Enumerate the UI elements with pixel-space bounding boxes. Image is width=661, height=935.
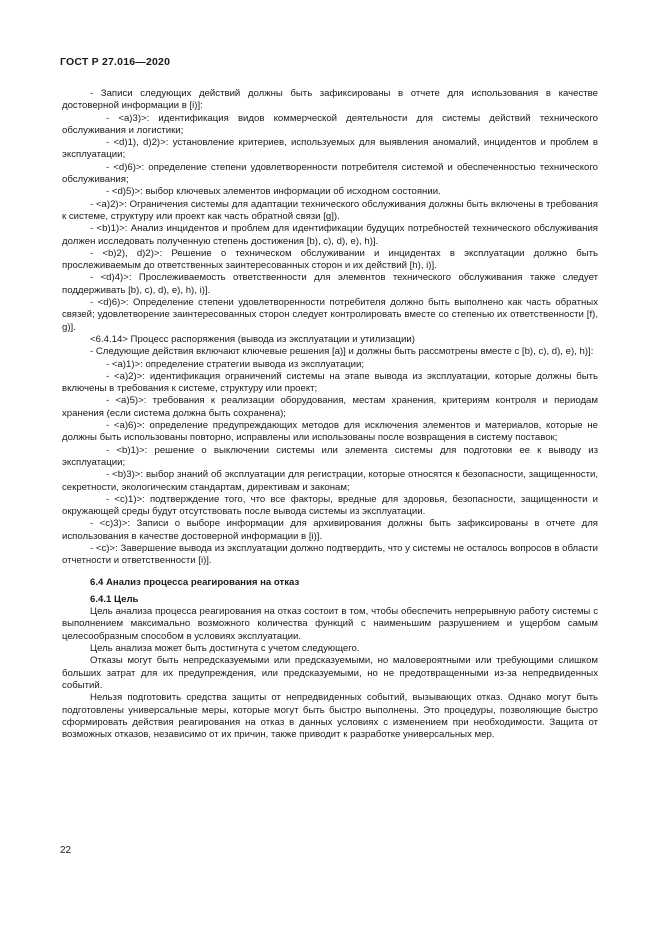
- list-item: - <a)2)>: идентификация ограничений системы на этапе вывода из эксплуатации, которые должны быть включены в требования к системе, структуру или проект;: [62, 370, 598, 395]
- paragraph: Отказы могут быть непредсказуемыми или предсказуемыми, но маловероятными или требующими слишком больших затрат для их предупреждения, или предсказуемыми, но не предотвращенными из-за непредвиденных событий.: [62, 655, 598, 691]
- list-item: - <d)1), d)2)>: установление критериев, используемых для выявления аномалий, инцидентов и проблем в эксплуатации;: [62, 137, 598, 161]
- paragraph: Цель анализа может быть достигнута с учетом следующего.: [90, 643, 360, 655]
- list-item: - <a)3)>: идентификация видов коммерческой деятельности для системы действий технического обслуживания и логистики;: [62, 112, 598, 136]
- list-item: - <a)1)>: определение стратегии вывода из эксплуатации;: [106, 358, 365, 370]
- list-item: - <a)5)>: требования к реализации оборудования, местам хранения, критериям контроля и периодам хранения (если система должна быть сохранена);: [62, 395, 598, 419]
- subsection-heading: 6.4.1 Цель: [90, 593, 139, 605]
- list-item: - <c)1)>: подтверждение того, что все факторы, вредные для здоровья, безопасности, защищенности и окружающей среды будут отсутствовать после вывода системы из эксплуатации.: [62, 493, 598, 518]
- paragraph: - <b)2), d)2)>: Решение о техническом обслуживании и инцидентах в эксплуатации должно быть прослеживаемым до ответственных заинтересованных сторон и их действий [h), i)].: [62, 247, 598, 272]
- list-item: - <d)6)>: определение степени удовлетворенности потребителя системой и обеспеченностью технического обслуживания;: [62, 161, 598, 186]
- section-heading: 6.4 Анализ процесса реагирования на отказ: [90, 576, 300, 588]
- process-title: <6.4.14> Процесс распоряжения (вывода из эксплуатации и утилизации): [90, 333, 415, 345]
- list-item: - <d)5)>: выбор ключевых элементов информации об исходном состоянии.: [106, 186, 441, 198]
- paragraph: - Записи следующих действий должны быть зафиксированы в отчете для использования в качестве достоверной информации в [i)]:: [62, 88, 598, 112]
- paragraph: - <c)3)>: Записи о выборе информации для архивирования должны быть зафиксированы в отчете для использования в качестве достоверной информации в [i)].: [62, 518, 598, 542]
- paragraph: - <b)1)>: Анализ инцидентов и проблем для идентификации будущих потребностей технического обслуживания должен исследовать полученную степень достижения [b), c), d), e), h)].: [62, 223, 598, 247]
- paragraph: Нельзя подготовить средства защиты от непредвиденных событий, вызывающих отказ. Однако могут быть подготовлены универсальные меры, которые могут быть быстро выполнены. Это процедуры, позволяющие быстро сформировать действия реагирования на отказ в данных условиях с изменением при необходимости. Защита от возможных отказов, независимо от их причин, также приводит к разработке универсальных мер.: [62, 692, 598, 741]
- paragraph: Цель анализа процесса реагирования на отказ состоит в том, чтобы обеспечить непрерывную работу системы с выполнением максимально возможного количества функций с наименьшим разрушением и ущербом самым целесообразным способом в условиях эксплуатации.: [62, 606, 598, 642]
- list-item: - <a)6)>: определение предупреждающих методов для исключения элементов и материалов, которые не должны быть использованы повторно, исправлены или использованы после возвращения в систему поставок;: [62, 420, 598, 444]
- paragraph: - Следующие действия включают ключевые решения [a)] и должны быть рассмотрены вместе с [b), c), d), e), h)]:: [90, 346, 594, 358]
- paragraph: - <a)2)>: Ограничения системы для адаптации технического обслуживания должны быть включены в требования к системе, структуру или проект как часть обратной связи [g]).: [62, 198, 598, 222]
- list-item: - <b)3)>: выбор знаний об эксплуатации для регистрации, которые относятся к безопасности, защищенности, секретности, экологическим стандартам, директивам и законам;: [62, 469, 598, 493]
- page-number: 22: [60, 845, 72, 856]
- document-header: ГОСТ Р 27.016—2020: [60, 56, 171, 68]
- paragraph: - <c)>: Завершение вывода из эксплуатации должно подтвердить, что у системы не осталось вопросов в области отчетности и ответственности [i)].: [62, 542, 598, 567]
- paragraph: - <d)6)>: Определение степени удовлетворенности потребителя должно быть выполнено как часть обратных связей; удовлетворение заинтересованных сторон следует контролировать вместе со степенью их ответственности [f), g)].: [62, 297, 598, 333]
- paragraph: - <d)4)>: Прослеживаемость ответственности для элементов технического обслуживания также следует поддерживать [b), c), d), e), h), i)].: [62, 272, 598, 296]
- list-item: - <b)1)>: решение о выключении системы или элемента системы для подготовки ее к выводу из эксплуатации;: [62, 444, 598, 468]
- page-body: [62, 88, 598, 741]
